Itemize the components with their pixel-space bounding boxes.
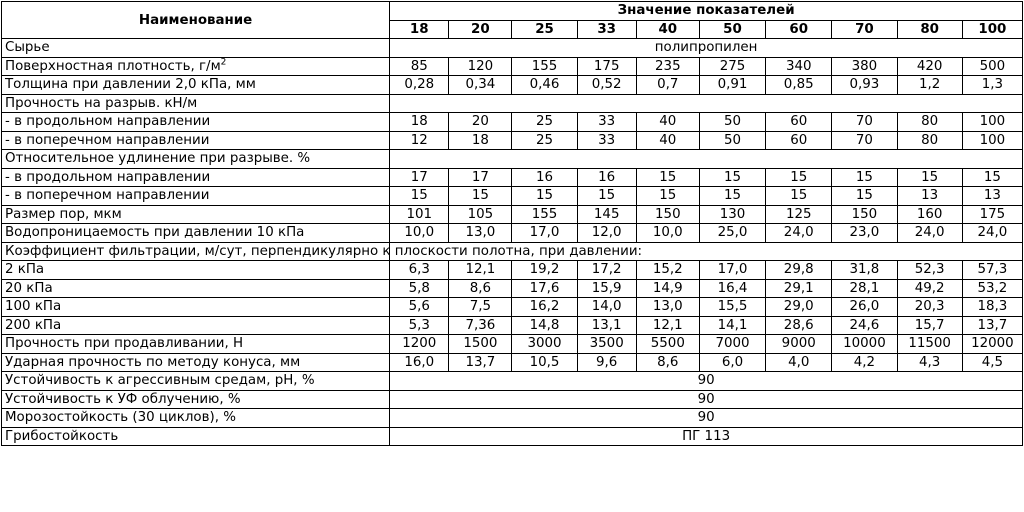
empty-value-cell [390, 94, 1023, 113]
value-cell: 24,0 [897, 224, 962, 243]
value-cell: 1200 [390, 335, 449, 354]
value-cell: 15,5 [699, 298, 765, 317]
value-cell: 8,6 [449, 279, 512, 298]
value-cell: 15 [636, 168, 699, 187]
value-cell: 0,34 [449, 76, 512, 95]
row-label [2, 39, 390, 58]
value-cell: 12,1 [636, 316, 699, 335]
row-label [2, 131, 390, 150]
value-cell: 16,0 [390, 353, 449, 372]
value-cell: 15,9 [577, 279, 636, 298]
value-cell: 5500 [636, 335, 699, 354]
row-label-text: Относительное удлинение при разрыве. % [5, 151, 311, 167]
table-row [2, 390, 1023, 409]
row-label [2, 168, 390, 187]
value-cell: 60 [766, 131, 832, 150]
value-cell: 29,0 [766, 298, 832, 317]
value-cell: 14,0 [577, 298, 636, 317]
value-cell: 9000 [766, 335, 832, 354]
row-label [2, 372, 390, 391]
row-label-text: Устойчивость к агрессивным средам, pH, % [5, 373, 315, 389]
value-cell: 10,5 [512, 353, 577, 372]
value-cell: 19,2 [512, 261, 577, 280]
table-row [2, 242, 1023, 261]
value-cell: 1,3 [962, 76, 1022, 95]
value-cell: 10,0 [390, 224, 449, 243]
table-row [2, 353, 1023, 372]
column-header-50: 50 [699, 20, 765, 39]
value-cell: 13,7 [449, 353, 512, 372]
value-cell: 70 [832, 113, 897, 132]
value-cell: 17 [390, 168, 449, 187]
value-cell: 18 [390, 113, 449, 132]
value-cell: 15 [897, 168, 962, 187]
value-cell: 15 [699, 168, 765, 187]
value-cell: 500 [962, 57, 1022, 76]
value-cell: 24,0 [962, 224, 1022, 243]
value-cell: 4,0 [766, 353, 832, 372]
column-header-100: 100 [962, 20, 1022, 39]
row-label [2, 353, 390, 372]
value-cell: 0,52 [577, 76, 636, 95]
table-row [2, 150, 1023, 169]
table-header [2, 2, 1023, 39]
value-cell: 25 [512, 131, 577, 150]
value-cell: 12000 [962, 335, 1022, 354]
value-cell: 10000 [832, 335, 897, 354]
value-cell: 125 [766, 205, 832, 224]
value-cell: 57,3 [962, 261, 1022, 280]
value-cell: 29,1 [766, 279, 832, 298]
value-cell: 23,0 [832, 224, 897, 243]
value-cell: 15 [832, 168, 897, 187]
value-cell: 175 [577, 57, 636, 76]
table-row [2, 205, 1023, 224]
table-row [2, 94, 1023, 113]
value-cell: 13 [897, 187, 962, 206]
value-cell: 17 [449, 168, 512, 187]
value-cell: 12,0 [577, 224, 636, 243]
merged-value-cell: ПГ 113 [390, 427, 1023, 446]
merged-value-cell: 90 [390, 372, 1023, 391]
value-cell: 14,1 [699, 316, 765, 335]
column-header-20: 20 [449, 20, 512, 39]
value-cell: 380 [832, 57, 897, 76]
value-cell: 15 [577, 187, 636, 206]
table-row [2, 427, 1023, 446]
row-label [2, 150, 390, 169]
row-label [2, 187, 390, 206]
row-label [2, 205, 390, 224]
table-row [2, 131, 1023, 150]
value-cell: 7,36 [449, 316, 512, 335]
value-cell: 160 [897, 205, 962, 224]
value-cell: 15 [390, 187, 449, 206]
value-cell: 12 [390, 131, 449, 150]
row-label-text: 200 кПа [5, 317, 62, 333]
value-cell: 0,46 [512, 76, 577, 95]
value-cell: 12,1 [449, 261, 512, 280]
value-cell: 28,1 [832, 279, 897, 298]
value-cell: 130 [699, 205, 765, 224]
merged-value-cell: 90 [390, 409, 1023, 428]
value-cell: 20 [449, 113, 512, 132]
row-label-text: Устойчивость к УФ облучению, % [5, 391, 241, 407]
row-label-text: Толщина при давлении 2,0 кПа, мм [5, 77, 256, 93]
value-cell: 24,6 [832, 316, 897, 335]
value-cell: 7000 [699, 335, 765, 354]
value-cell: 0,85 [766, 76, 832, 95]
value-cell: 25 [512, 113, 577, 132]
column-header-25: 25 [512, 20, 577, 39]
value-cell: 100 [962, 113, 1022, 132]
row-label-text: Прочность на разрыв. кН/м [5, 95, 198, 111]
value-cell: 6,0 [699, 353, 765, 372]
row-label-text: 100 кПа [5, 299, 62, 315]
value-cell: 31,8 [832, 261, 897, 280]
value-cell: 14,8 [512, 316, 577, 335]
value-cell: 29,8 [766, 261, 832, 280]
row-label-text: Морозостойкость (30 циклов), % [5, 410, 236, 426]
value-cell: 15,2 [636, 261, 699, 280]
table-row [2, 409, 1023, 428]
row-label-text: - в поперечном направлении [5, 132, 210, 148]
table-row [2, 113, 1023, 132]
value-cell: 105 [449, 205, 512, 224]
value-cell: 0,93 [832, 76, 897, 95]
value-cell: 275 [699, 57, 765, 76]
row-label-text: 2 кПа [5, 262, 45, 278]
table-row [2, 224, 1023, 243]
value-cell: 14,9 [636, 279, 699, 298]
value-cell: 15 [699, 187, 765, 206]
value-cell: 15 [512, 187, 577, 206]
row-label-text: - в поперечном направлении [5, 188, 210, 204]
table-row [2, 372, 1023, 391]
table-row [2, 187, 1023, 206]
value-cell: 80 [897, 131, 962, 150]
value-cell: 13,1 [577, 316, 636, 335]
value-cell: 80 [897, 113, 962, 132]
row-label [2, 261, 390, 280]
row-label-text: - в продольном направлении [5, 169, 211, 185]
values-column-header: Значение показателей [390, 2, 1023, 21]
value-cell: 10,0 [636, 224, 699, 243]
value-cell: 100 [962, 131, 1022, 150]
table-row [2, 298, 1023, 317]
value-cell: 235 [636, 57, 699, 76]
table-row [2, 261, 1023, 280]
value-cell: 50 [699, 113, 765, 132]
value-cell: 0,91 [699, 76, 765, 95]
row-label-text: Прочность при продавливании, Н [5, 336, 244, 352]
column-header-40: 40 [636, 20, 699, 39]
row-label [2, 57, 390, 76]
row-label [2, 76, 390, 95]
value-cell: 18 [449, 131, 512, 150]
value-cell: 17,6 [512, 279, 577, 298]
row-label [2, 279, 390, 298]
value-cell: 18,3 [962, 298, 1022, 317]
column-header-18: 18 [390, 20, 449, 39]
merged-value-cell: 90 [390, 390, 1023, 409]
value-cell: 40 [636, 113, 699, 132]
row-label [2, 298, 390, 317]
value-cell: 340 [766, 57, 832, 76]
row-label-text: Поверхностная плотность, г/м [5, 58, 221, 74]
value-cell: 150 [832, 205, 897, 224]
row-label-text: Водопроницаемость при давлении 10 кПа [5, 225, 305, 241]
table-row [2, 279, 1023, 298]
row-label [2, 390, 390, 409]
value-cell: 15 [832, 187, 897, 206]
value-cell: 420 [897, 57, 962, 76]
row-label [2, 242, 643, 261]
value-cell: 3500 [577, 335, 636, 354]
value-cell: 4,2 [832, 353, 897, 372]
value-cell: 1,2 [897, 76, 962, 95]
value-cell: 15,7 [897, 316, 962, 335]
value-cell: 24,0 [766, 224, 832, 243]
column-header-80: 80 [897, 20, 962, 39]
value-cell: 33 [577, 113, 636, 132]
value-cell: 17,2 [577, 261, 636, 280]
value-cell: 26,0 [832, 298, 897, 317]
value-cell: 150 [636, 205, 699, 224]
value-cell: 13,0 [449, 224, 512, 243]
value-cell: 155 [512, 205, 577, 224]
value-cell: 120 [449, 57, 512, 76]
value-cell: 6,3 [390, 261, 449, 280]
value-cell: 16 [512, 168, 577, 187]
value-cell: 15 [449, 187, 512, 206]
row-label-text: Сырье [5, 40, 50, 56]
value-cell: 70 [832, 131, 897, 150]
row-label-text: - в продольном направлении [5, 114, 211, 130]
value-cell: 17,0 [512, 224, 577, 243]
value-cell: 20,3 [897, 298, 962, 317]
row-label-text: Ударная прочность по методу конуса, мм [5, 354, 301, 370]
value-cell: 3000 [512, 335, 577, 354]
value-cell: 0,7 [636, 76, 699, 95]
value-cell: 25,0 [699, 224, 765, 243]
value-cell: 49,2 [897, 279, 962, 298]
value-cell: 4,5 [962, 353, 1022, 372]
value-cell: 15 [636, 187, 699, 206]
value-cell: 15 [766, 168, 832, 187]
row-label [2, 427, 390, 446]
value-cell: 16 [577, 168, 636, 187]
value-cell: 52,3 [897, 261, 962, 280]
table-row [2, 39, 1023, 58]
value-cell: 0,28 [390, 76, 449, 95]
spec-table [1, 1, 1023, 446]
row-label [2, 94, 390, 113]
row-label-text: Грибостойкость [5, 428, 119, 444]
column-header-60: 60 [766, 20, 832, 39]
value-cell: 5,8 [390, 279, 449, 298]
value-cell: 13,7 [962, 316, 1022, 335]
value-cell: 16,2 [512, 298, 577, 317]
column-header-70: 70 [832, 20, 897, 39]
row-label-text: 20 кПа [5, 280, 53, 296]
value-cell: 7,5 [449, 298, 512, 317]
value-cell: 5,3 [390, 316, 449, 335]
value-cell: 13,0 [636, 298, 699, 317]
table-row [2, 57, 1023, 76]
table-body [2, 39, 1023, 446]
value-cell: 33 [577, 131, 636, 150]
value-cell: 50 [699, 131, 765, 150]
row-label-text: Размер пор, мкм [5, 206, 122, 222]
value-cell: 5,6 [390, 298, 449, 317]
empty-value-cell [390, 150, 1023, 169]
row-label-text: Коэффициент фильтрации, м/сут, перпендикулярно к плоскости полотна, при давлении: [5, 243, 643, 259]
value-cell: 11500 [897, 335, 962, 354]
row-label [2, 224, 390, 243]
value-cell: 4,3 [897, 353, 962, 372]
value-cell: 8,6 [636, 353, 699, 372]
value-cell: 175 [962, 205, 1022, 224]
value-cell: 9,6 [577, 353, 636, 372]
value-cell: 101 [390, 205, 449, 224]
column-header-33: 33 [577, 20, 636, 39]
table-row [2, 76, 1023, 95]
value-cell: 1500 [449, 335, 512, 354]
value-cell: 53,2 [962, 279, 1022, 298]
row-label [2, 335, 390, 354]
value-cell: 16,4 [699, 279, 765, 298]
name-column-header: Наименование [2, 2, 390, 39]
value-cell: 60 [766, 113, 832, 132]
value-cell: 17,0 [699, 261, 765, 280]
table-row [2, 168, 1023, 187]
row-label [2, 113, 390, 132]
value-cell: 15 [766, 187, 832, 206]
value-cell: 13 [962, 187, 1022, 206]
value-cell: 145 [577, 205, 636, 224]
row-label [2, 409, 390, 428]
row-label [2, 316, 390, 335]
table-row [2, 316, 1023, 335]
value-cell: 15 [962, 168, 1022, 187]
value-cell: 40 [636, 131, 699, 150]
merged-value-cell: полипропилен [390, 39, 1023, 58]
table-row [2, 335, 1023, 354]
value-cell: 155 [512, 57, 577, 76]
value-cell: 85 [390, 57, 449, 76]
value-cell: 28,6 [766, 316, 832, 335]
unit-superscript: 2 [220, 57, 227, 68]
